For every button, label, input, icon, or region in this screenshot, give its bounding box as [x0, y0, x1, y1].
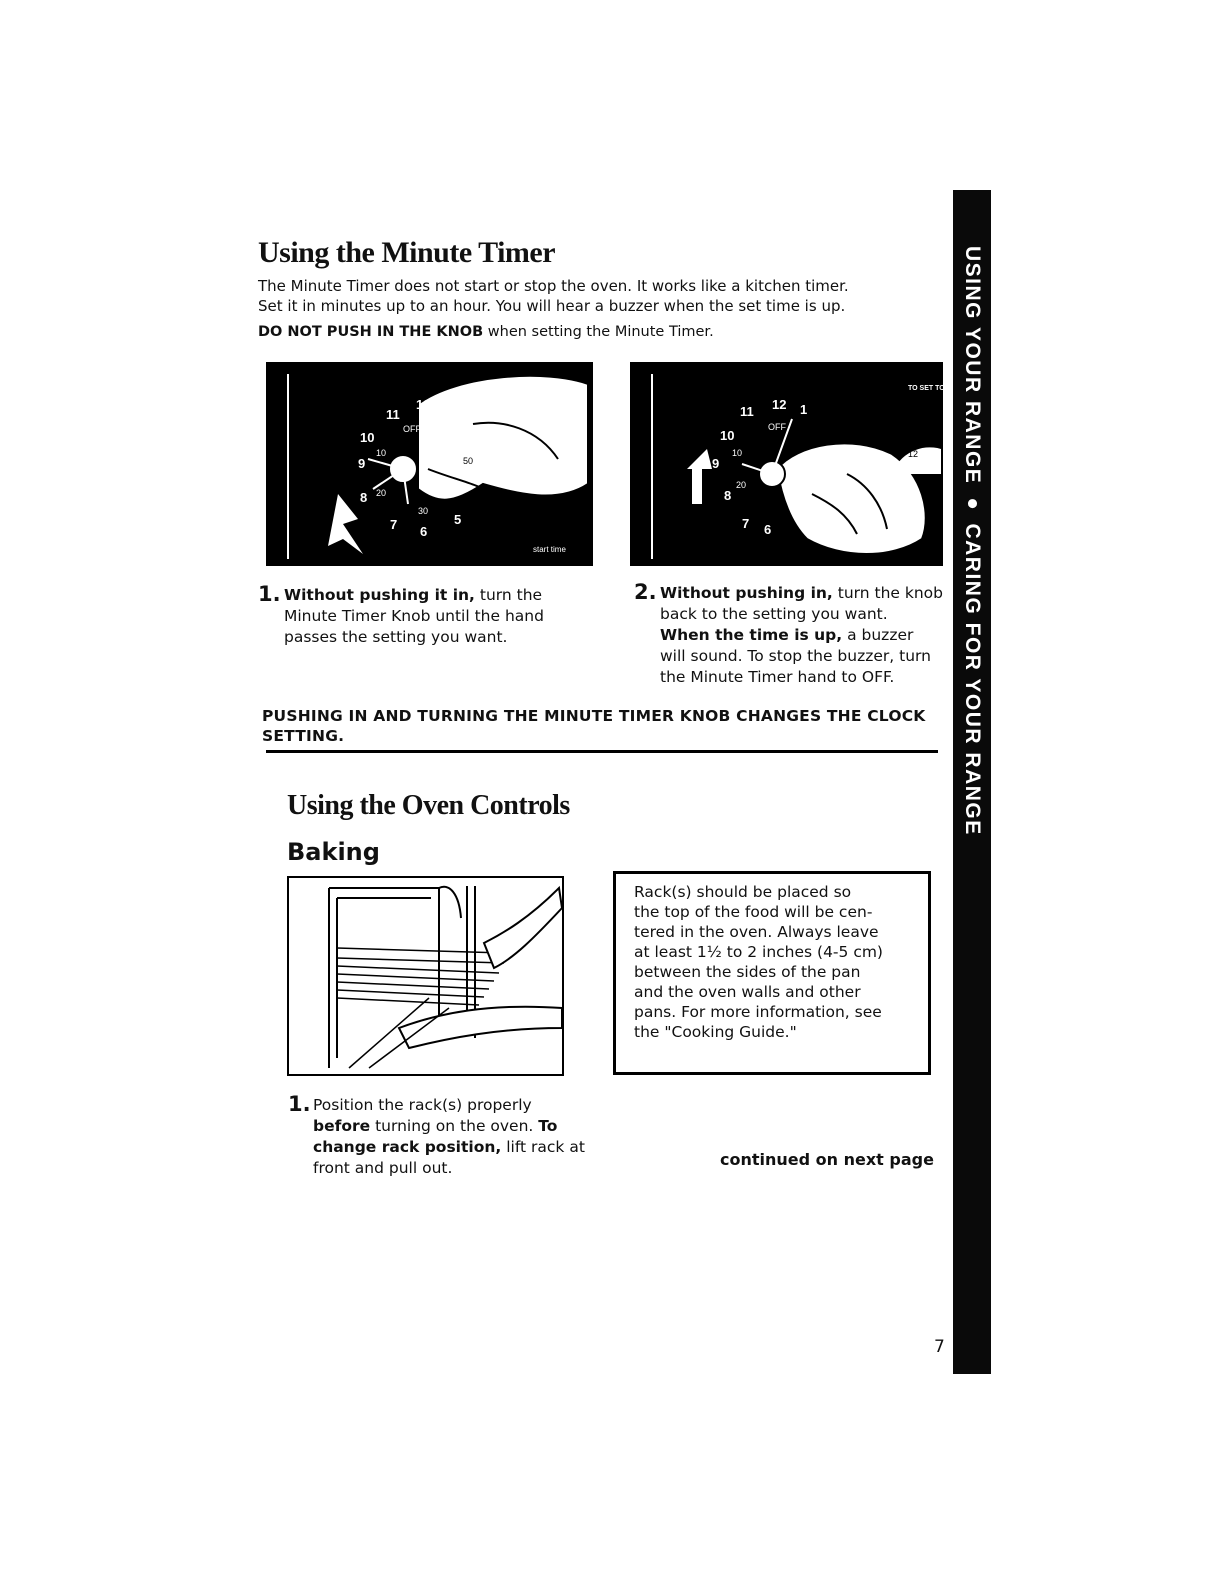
dial-number: 8	[360, 490, 368, 505]
section-divider	[266, 750, 938, 753]
dial-number: 12	[416, 397, 431, 412]
note-line-2: the top of the food will be cen-	[634, 903, 873, 921]
dial-number: 10	[360, 430, 375, 445]
warning-line-1: PUSHING IN AND TURNING THE MINUTE TIMER KNOB CHANGES THE CLOCK	[262, 707, 926, 725]
step-2-line-3: a buzzer	[842, 626, 914, 644]
dial-number: 1	[800, 402, 808, 417]
dial-mark: 10	[376, 448, 387, 458]
baking-step-1-line-2: turning on the oven.	[370, 1117, 539, 1135]
dial-number: 8	[724, 488, 732, 503]
caution-line	[258, 322, 714, 343]
figure-corner-label: TO SET TO	[908, 385, 945, 392]
dial-mark: OFF	[768, 422, 786, 432]
oven-rack-illustration	[289, 878, 562, 1074]
figure-timer-step1	[266, 362, 593, 566]
figure-timer-step2	[630, 362, 943, 566]
baking-step-1-bold-3: change rack position,	[313, 1138, 502, 1156]
dial-mark: 30	[418, 506, 429, 516]
dial-number: 9	[358, 456, 366, 471]
step-2-text	[660, 583, 943, 688]
timer-dial-illustration-2	[632, 364, 945, 564]
step-2-line-1: turn the knob	[832, 584, 943, 602]
baking-step-1-number: 1.	[288, 1092, 311, 1116]
page-number: 7	[934, 1337, 945, 1357]
section-title-oven-controls: Using the Oven Controls	[287, 790, 570, 821]
dial-number: 7	[742, 516, 750, 531]
timer-dial-illustration-1	[268, 364, 591, 564]
side-tab-label: USING YOUR RANGE ● CARING FOR YOUR RANGE	[961, 246, 984, 836]
dial-mark: 20	[376, 488, 387, 498]
note-line-4: at least 1½ to 2 inches (4-5 cm)	[634, 943, 883, 961]
baking-step-1-bold: before	[313, 1117, 371, 1135]
dial-mark: OFF	[403, 424, 421, 434]
note-line-6: and the oven walls and other	[634, 983, 861, 1001]
step-1-number: 1.	[258, 582, 281, 606]
step-2-bold: Without pushing in,	[660, 584, 833, 602]
note-line-3: tered in the oven. Always leave	[634, 923, 879, 941]
continued-note: continued on next page	[720, 1150, 934, 1169]
figure-oven-rack	[287, 876, 564, 1076]
step-1-line-2: Minute Timer Knob until the hand	[284, 607, 544, 625]
baking-step-1-line-1: Position the rack(s) properly	[313, 1096, 532, 1114]
step-1-bold: Without pushing it in,	[284, 586, 475, 604]
baking-step-1-line-3: lift rack at	[501, 1138, 585, 1156]
note-line-5: between the sides of the pan	[634, 963, 861, 981]
baking-step-1-bold-2: To	[538, 1117, 558, 1135]
step-1-line-1: turn the	[474, 586, 543, 604]
dial-mark: 50	[463, 456, 474, 466]
step-2-bold-2: When the time is up,	[660, 626, 843, 644]
figure-corner-label: start time	[533, 545, 566, 554]
warning-text	[262, 706, 926, 746]
dial-number: 10	[720, 428, 735, 443]
note-line-1: Rack(s) should be placed so	[634, 883, 852, 901]
dial-number: 5	[454, 512, 462, 527]
dial-number: 6	[764, 522, 772, 537]
warning-line-2: SETTING.	[262, 727, 345, 745]
step-1-line-3: passes the setting you want.	[284, 628, 508, 646]
dial-number: 11	[386, 407, 400, 422]
intro-line-1: The Minute Timer does not start or stop the oven. It works like a kitchen timer.	[258, 277, 849, 295]
step-2-line-5: the Minute Timer hand to OFF.	[660, 668, 895, 686]
side-tab	[953, 190, 991, 1374]
step-2-line-4: will sound. To stop the buzzer, turn	[660, 647, 931, 665]
dial-number: 9	[712, 456, 720, 471]
baking-step-1-text	[313, 1095, 585, 1179]
subtitle-baking: Baking	[287, 838, 380, 866]
dial-mark: 10	[732, 448, 743, 458]
dial-number: 12	[772, 397, 787, 412]
caution-bold: DO NOT PUSH IN THE KNOB	[258, 324, 484, 340]
dial-number: 6	[420, 524, 428, 539]
step-1-text	[284, 585, 544, 648]
section-title-minute-timer: Using the Minute Timer	[258, 236, 556, 269]
rack-note-box	[613, 871, 931, 1075]
baking-step-1-line-4: front and pull out.	[313, 1159, 453, 1177]
intro-line-2: Set it in minutes up to an hour. You will hear a buzzer when the set time is up.	[258, 297, 846, 315]
dial-number: 7	[390, 517, 398, 532]
note-line-8: the "Cooking Guide."	[634, 1023, 797, 1041]
step-2-number: 2.	[634, 580, 657, 604]
dial-mark: 20	[736, 480, 747, 490]
dial-number: 11	[740, 404, 754, 419]
dial-mark: 12	[908, 449, 919, 459]
caution-rest: when setting the Minute Timer.	[483, 324, 714, 340]
note-line-7: pans. For more information, see	[634, 1003, 882, 1021]
step-2-line-2: back to the setting you want.	[660, 605, 888, 623]
